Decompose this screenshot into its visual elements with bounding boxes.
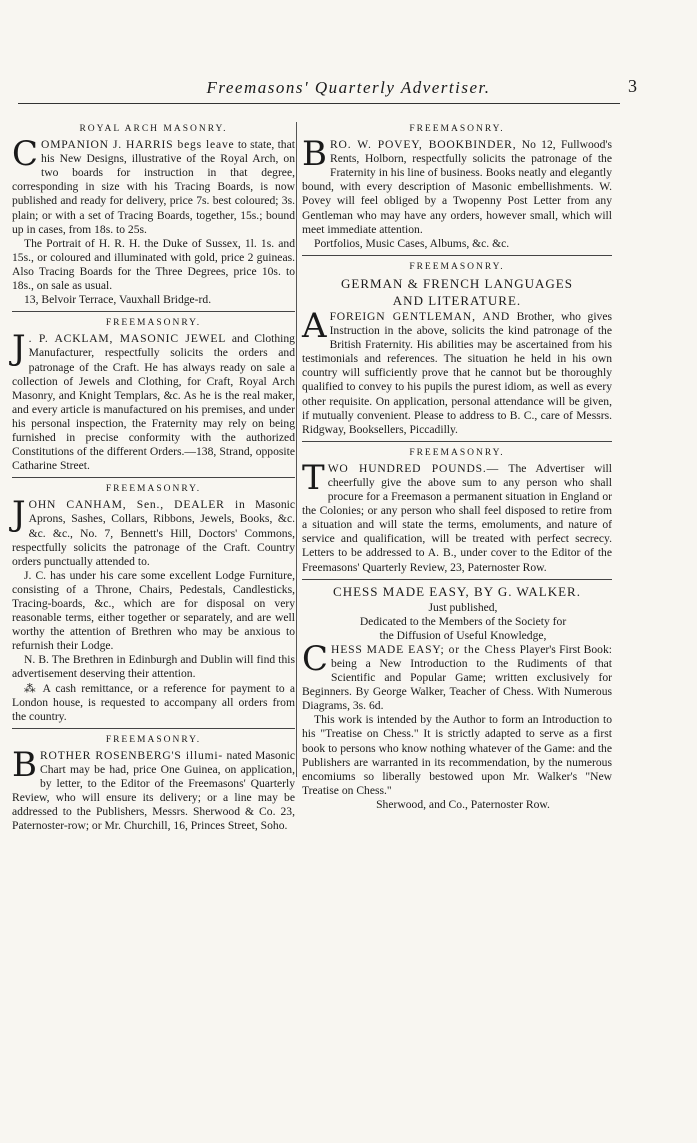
section-label: FREEMASONRY. bbox=[105, 734, 202, 745]
advert-subline: Dedicated to the Members of the Society for bbox=[359, 614, 567, 628]
drop-cap: J bbox=[12, 494, 26, 535]
advert-publisher: Sherwood, and Co., Paternoster Row. bbox=[376, 797, 550, 811]
advert-povey bbox=[302, 122, 612, 251]
advert-chess bbox=[302, 584, 612, 812]
advert-text: Brother, who gives Instruction in the above, solicits the kind patronage of the British Fraternity. His abilities may be ascertained from his testimonials and references. The situation he held in his own country will sufficiently prove that he cannot but be thoroughly qualified to convey to his pupils the purest idiom, as well as every other requisite. On application, personal attendance will be given, if mutually convenient. Please to address to B. C., care of Messrs. Ridgway, Booksellers, Piccadilly. bbox=[302, 309, 612, 436]
advert-paragraph: N. B. The Brethren in Edinburgh and Dublin will find this advertisement deserving their attention. bbox=[12, 653, 295, 681]
advert-text: nated Masonic Chart may be had, price One Guinea, on application, by letter, to the Editor of the Freemasons' Quarterly Review, who will ensure its delivery; or a line may be addressed to the Publishers, Messrs. Sherwood & Co. 23, Paternoster-row; or Mr. Churchill, 16, Princes Street, Soho. bbox=[12, 748, 295, 833]
advert-heading: AND LITERATURE. bbox=[392, 292, 522, 308]
advert-lead: ROTHER ROSENBERG'S illumi- bbox=[40, 748, 224, 762]
drop-cap: A bbox=[302, 305, 327, 346]
advert-paragraph: Portfolios, Music Cases, Albums, &c. &c. bbox=[314, 236, 510, 250]
advert-rosenberg bbox=[12, 733, 295, 834]
section-label: FREEMASONRY. bbox=[105, 484, 202, 495]
section-label: FREEMASONRY. bbox=[409, 261, 505, 272]
advert-paragraph: This work is intended by the Author to form an Introduction to his "Treatise on Chess." It is strictly adapted to serve as a first book to persons who know nothing whatever of the Game: and the Publishers are warranted in its recommendation, by the numerous encomiums so liberally bestowed upon Mr. Walker's "New Treatise on Chess." bbox=[302, 713, 612, 797]
advert-two-hundred-pounds bbox=[302, 446, 612, 575]
advert-paragraph: J. C. has under his care some excellent Lodge Furniture, consisting of a Throne, Chairs, Pedestals, Candlesticks, Tracing-boards, &c., which are for disposal on very reasonable terms, either together or separately, and are well worthy the attention of Brethren who may be anxious to refurnish their Lodge. bbox=[12, 568, 295, 653]
advert-subline: Just published, bbox=[428, 600, 498, 614]
separator-rule bbox=[302, 579, 612, 580]
column-divider bbox=[296, 122, 297, 777]
advert-paragraph: The Portrait of H. R. H. the Duke of Sussex, 1l. 1s. and 15s., or coloured and illuminated with gold, price 2 guineas. Also Tracing Boards for the Three Degrees, price 10s. to 18s., on sale as usual. bbox=[12, 236, 295, 293]
section-label: FREEMASONRY. bbox=[409, 124, 505, 134]
drop-cap: C bbox=[302, 638, 329, 679]
advert-lead: . P. ACKLAM, MASONIC JEWEL bbox=[28, 332, 227, 346]
advert-lead: OMPANION J. HARRIS begs leave bbox=[41, 138, 235, 152]
advert-lead: FOREIGN GENTLEMAN, AND bbox=[329, 309, 511, 323]
advert-subline: the Diffusion of Useful Knowledge, bbox=[379, 628, 547, 642]
advert-text: Player's First Book: being a New Introduction to the Rudiments of that Scientific and Popular Game; written exclusively for Beginners. By George Walker, Teacher of Chess. With Numerous Diagrams, 3s. 6d. bbox=[302, 642, 612, 713]
advert-lead: HESS MADE EASY; or the Chess bbox=[331, 642, 517, 656]
advert-lead: WO HUNDRED POUNDS.— bbox=[327, 461, 499, 475]
advert-body bbox=[302, 638, 612, 713]
drop-cap: T bbox=[302, 457, 325, 498]
advert-canham bbox=[12, 482, 295, 724]
advert-text: and Clothing Manufacturer, respectfully solicits the orders and patronage of the Craft. He has always ready on sale a collection of Jewels and Clothing, for Craft, Royal Arch Masonry, and Knight Templars, &c. As he is the real maker, and every article is manufactured on his premises, and under his personal inspection, the Fraternity may rely on being furnished in precise conformity with the authorized Constitutions of the different Orders.—138, Strand, opposite Catharine Street. bbox=[12, 332, 295, 473]
drop-cap: C bbox=[12, 134, 39, 175]
advert-acklam bbox=[12, 316, 295, 473]
advert-body bbox=[12, 134, 295, 237]
advert-body bbox=[302, 134, 612, 237]
advert-body bbox=[12, 328, 295, 473]
advert-text: Masonic Aprons, Sashes, Collars, Ribbons, Jewels, Books, &c. &c. &c., No. 7, Bennett's Hill, Doctors' Commons, respectfully solicits the patronage of the Craft. Country orders punctually attended to. bbox=[12, 498, 295, 568]
advert-lead: OHN CANHAM, Sen., DEALER in bbox=[28, 498, 246, 512]
section-label: FREEMASONRY. bbox=[105, 318, 202, 329]
advert-heading: CHESS MADE EASY, BY G. WALKER. bbox=[333, 583, 581, 599]
advert-languages bbox=[302, 260, 612, 437]
section-label: FREEMASONRY. bbox=[409, 447, 505, 458]
drop-cap: B bbox=[302, 134, 327, 175]
header-rule bbox=[18, 103, 620, 104]
drop-cap: J bbox=[12, 328, 26, 369]
separator-rule bbox=[12, 728, 295, 729]
advert-harris bbox=[12, 122, 295, 307]
section-label: ROYAL ARCH MASONRY. bbox=[79, 124, 228, 134]
separator-rule bbox=[302, 255, 612, 256]
advert-body bbox=[302, 457, 612, 575]
advert-heading: GERMAN & FRENCH LANGUAGES bbox=[341, 275, 573, 291]
advert-body bbox=[302, 305, 612, 437]
advert-text: The Advertiser will cheerfully give the above sum to any person who shall procure for a Freemason a permanent situation in England or the Colonies; or any person who shall feel disposed to retire from a situation and will state the terms, emoluments, and nature of service and qualification, will be treated with perfect secrecy. Letters to be addressed to A. B., under cover to the Editor of the Freemasons' Quarterly Review, 23, Paternoster Row. bbox=[302, 461, 612, 574]
drop-cap: B bbox=[12, 744, 37, 785]
advert-paragraph: ⁂ A cash remittance, or a reference for payment to a London house, is requested to accompany all orders from the country. bbox=[12, 681, 295, 723]
advert-address: 13, Belvoir Terrace, Vauxhall Bridge-rd. bbox=[24, 293, 212, 307]
separator-rule bbox=[302, 441, 612, 442]
right-column bbox=[302, 122, 612, 816]
page-number: 3 bbox=[628, 76, 637, 96]
advert-text: No 12, Fullwood's Rents, Holborn, respectfully solicits the patronage of the Fraternity in his line of business. Books neatly and elegantly bound, with every description of Masonic embellishments. W. Povey will feel obliged by a Twopenny Post Letter from any Gentleman who may have any orders, however small, which will meet immediate attention. bbox=[302, 138, 612, 236]
separator-rule bbox=[12, 477, 295, 478]
running-header: Freemasons' Quarterly Advertiser. bbox=[206, 78, 491, 97]
advert-body bbox=[12, 494, 295, 568]
separator-rule bbox=[12, 311, 295, 312]
advert-body bbox=[12, 744, 295, 834]
advert-lead: RO. W. POVEY, BOOKBINDER, bbox=[330, 138, 517, 152]
advert-text: to state, that his New Designs, illustrative of the Royal Arch, on two boards for instruction in that degree, corresponding in size with his Tracing Boards, is now published and ready for delivery, price 7s. best coloured; 3s. plain; or with a set of Tracing Boards, together, 15s.; bound up in cases, from 18s. to 25s. bbox=[12, 138, 295, 236]
left-column bbox=[12, 122, 295, 838]
